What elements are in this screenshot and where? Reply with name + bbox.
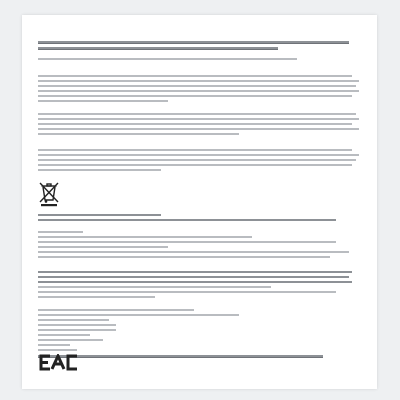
text-line (38, 90, 359, 92)
section-5-paragraph (38, 113, 362, 138)
text-line (38, 309, 194, 311)
text-line (38, 159, 356, 161)
text-line (38, 47, 278, 50)
text-line (38, 214, 161, 216)
storage-block (38, 231, 362, 261)
text-line (38, 241, 336, 243)
footer-warning (38, 355, 362, 361)
text-line (38, 85, 356, 87)
section-6-paragraph (38, 149, 362, 174)
text-line (38, 123, 352, 125)
text-line (38, 154, 359, 156)
text-line (38, 236, 252, 238)
notes-block (38, 58, 362, 63)
text-line (38, 339, 103, 341)
text-line (38, 41, 349, 44)
text-line (38, 219, 336, 221)
crossed-out-wheelie-bin-icon (38, 181, 60, 207)
text-line (38, 329, 116, 331)
warning-block (38, 41, 362, 53)
text-line (38, 319, 109, 321)
importer-block (38, 309, 362, 354)
text-line (38, 355, 323, 358)
text-line (38, 164, 352, 166)
text-line (38, 149, 352, 151)
text-line (38, 324, 116, 326)
text-line (38, 100, 168, 102)
text-line (38, 246, 168, 248)
text-line (38, 256, 330, 258)
text-line (38, 133, 239, 135)
text-line (38, 75, 352, 77)
text-line (38, 231, 83, 233)
text-line (38, 334, 90, 336)
text-line (38, 113, 356, 115)
text-line (38, 276, 349, 278)
text-line (38, 80, 359, 82)
text-line (38, 95, 352, 97)
text-line (38, 118, 359, 120)
text-line (38, 286, 271, 288)
text-line (38, 281, 352, 283)
disposal-block (38, 214, 362, 224)
manufacturer-block (38, 271, 362, 301)
text-line (38, 296, 155, 298)
text-line (38, 271, 352, 273)
eac-mark-glyphs (39, 354, 79, 371)
text-line (38, 344, 70, 346)
eac-conformity-mark (39, 351, 79, 377)
text-line (38, 128, 359, 130)
text-line (38, 58, 297, 60)
section-4-paragraph (38, 75, 362, 105)
text-line (38, 169, 161, 171)
instruction-sheet (22, 15, 377, 389)
eac-mark-text (39, 351, 40, 352)
text-line (38, 291, 336, 293)
text-line (38, 251, 349, 253)
text-line (38, 314, 239, 316)
